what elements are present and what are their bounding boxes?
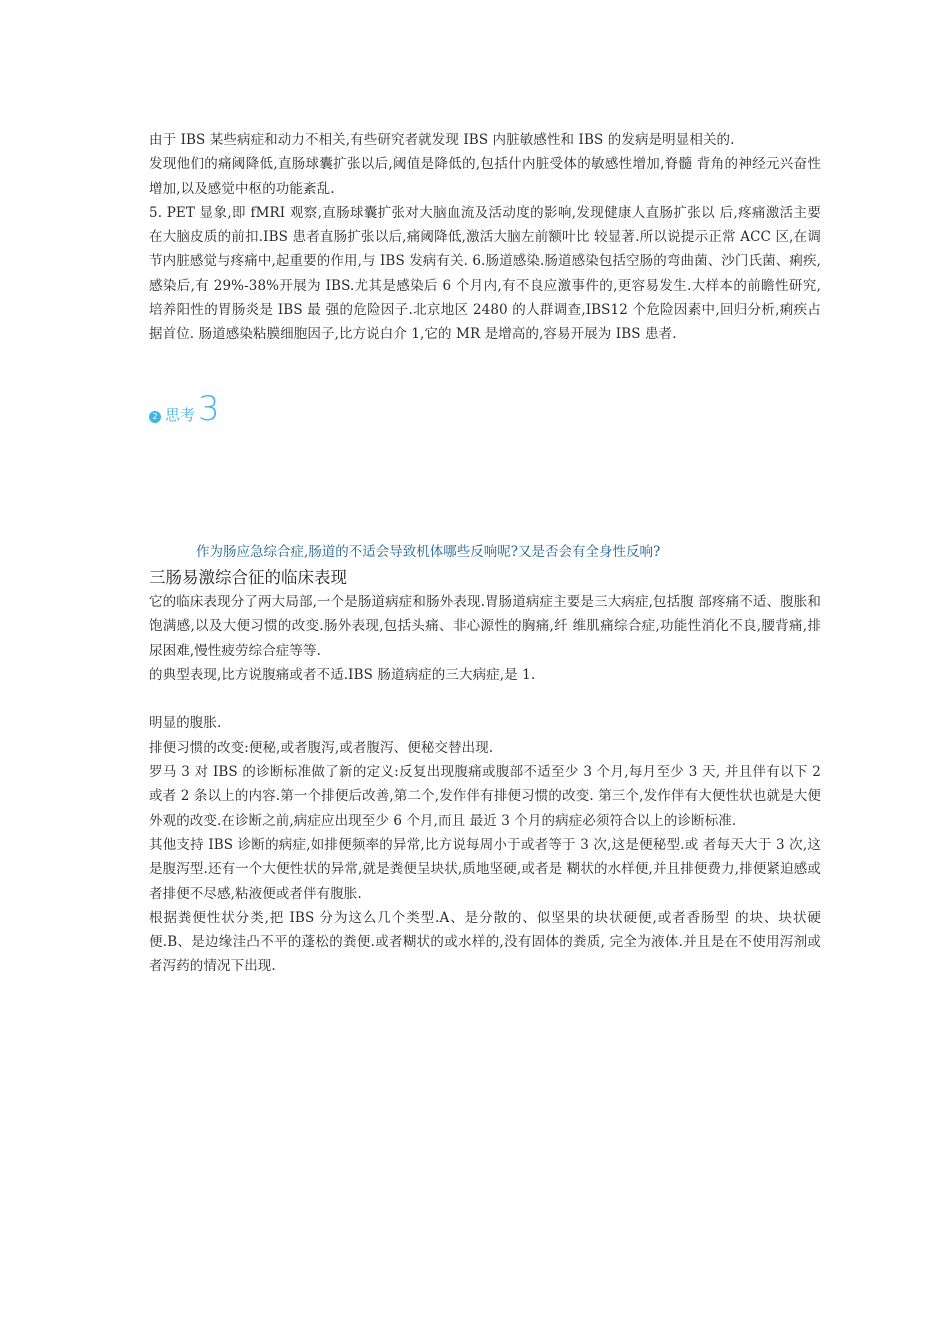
section-paragraph-3: 明显的腹胀. [149, 715, 222, 732]
intro-paragraph-2: 发现他们的痛阈降低,直肠球囊扩张以后,阈值是降低的,包括什内脏受体的敏感性增加,脊髓 背角的神经元兴奋性增加,以及感觉中枢的功能紊乱. [149, 156, 821, 197]
intro-paragraph-1: 由于 IBS 某些病症和动力不相关,有些研究者就发现 IBS 内脏敏感性和 IBS 的发病是明显相关的. [149, 132, 735, 148]
section-title: 三肠易激综合征的临床表现 [149, 568, 347, 587]
think-heading-number: 3 [198, 389, 220, 429]
section-paragraph-2: 的典型表现,比方说腹痛或者不适.IBS 肠道病症的三大病症,是 1. [149, 666, 536, 683]
section-paragraph-1: 它的临床表现分了两大局部,一个是肠道病症和肠外表现.胃肠道病症主要是三大病症,包括腹 部疼痛不适、腹胀和饱满感,以及大便习惯的改变.肠外表现,包括头痛、非心源性的胸痛,纤 维肌痛综合症,功能性消化不良,腰背痛,排尿困难,慢性疲劳综合症等等. [149, 594, 821, 659]
blank-line [149, 687, 821, 711]
section-paragraph-6: 其他支持 IBS 诊断的病症,如排便频率的异常,比方说每周小于或者等于 3 次,这是便秘型.或 者每天大于 3 次,这是腹泻型.还有一个大便性状的异常,就是粪便呈块状,质地坚硬,或者是 糊状的水样便,并且排便费力,排便紧迫感或者排便不尽感,粘液便或者伴有腹胀. [149, 836, 821, 902]
section-3-text-block [149, 590, 821, 979]
think-question: 作为肠应急综合症,肠道的不适会导致机体哪些反响呢?又是否会有全身性反响? [196, 544, 661, 560]
section-paragraph-5: 罗马 3 对 IBS 的诊断标准做了新的定义:反复出现腹痛或腹部不适至少 3 个月,每月至少 3 天, 并且伴有以下 2 或者 2 条以上的内容.第一个排便后改善,第二个,发作伴有排便习惯的改变. 第三个,发作伴有大便性状也就是大便外观的改变.在诊断之前,病症应出现至少 6 个月,而且 最近 3 个月的病症必须符合以上的诊断标准. [149, 764, 821, 829]
intro-text-block [149, 128, 821, 347]
section-paragraph-4: 排便习惯的改变:便秘,或者腹泻,或者腹泻、便秘交替出现. [149, 739, 494, 756]
intro-paragraph-3: 5. PET 显象,即 fMRI 观察,直肠球囊扩张对大脑血流及活动度的影响,发现健康人直肠扩张以 后,疼痛激活主要在大脑皮质的前扣.IBS 患者直肠扩张以后,痛阈降低,激活大脑左前额叶比 较显著.所以说提示正常 ACC 区,在调节内脏感觉与疼痛中,起重要的作用,与 IBS 发病有关. 6.肠道感染.肠道感染包括空肠的弯曲菌、沙门氏菌、痢疾,感染后,有 29%-38%开展为 IBS.尤其是感染后 6 个月内,有不良应激事件的,更容易发生.大样本的前瞻性研究,培养阳性的胃肠炎是 IBS 最 强的危险因子.北京地区 2480 的人群调查,IBS12 个危险因素中,回归分析,痢疾占据首位. 肠道感染粘膜细胞因子,比方说白介 1,它的 MR 是增高的,容易开展为 IBS 患者. [149, 204, 821, 343]
think-heading-label: 思考 [165, 406, 196, 424]
section-paragraph-7: 根据粪便性状分类,把 IBS 分为这么几个类型.A、是分散的、似坚果的块状硬便,或者香肠型 的块、块状硬便.B、是边缘洼凸不平的蓬松的粪便.或者糊状的或水样的,没有固体的粪质, 完全为液体.并且是在不使用泻剂或者泻药的情况下出现. [149, 909, 821, 975]
think-heading [149, 389, 220, 429]
number-badge-icon: 2 [149, 411, 161, 423]
